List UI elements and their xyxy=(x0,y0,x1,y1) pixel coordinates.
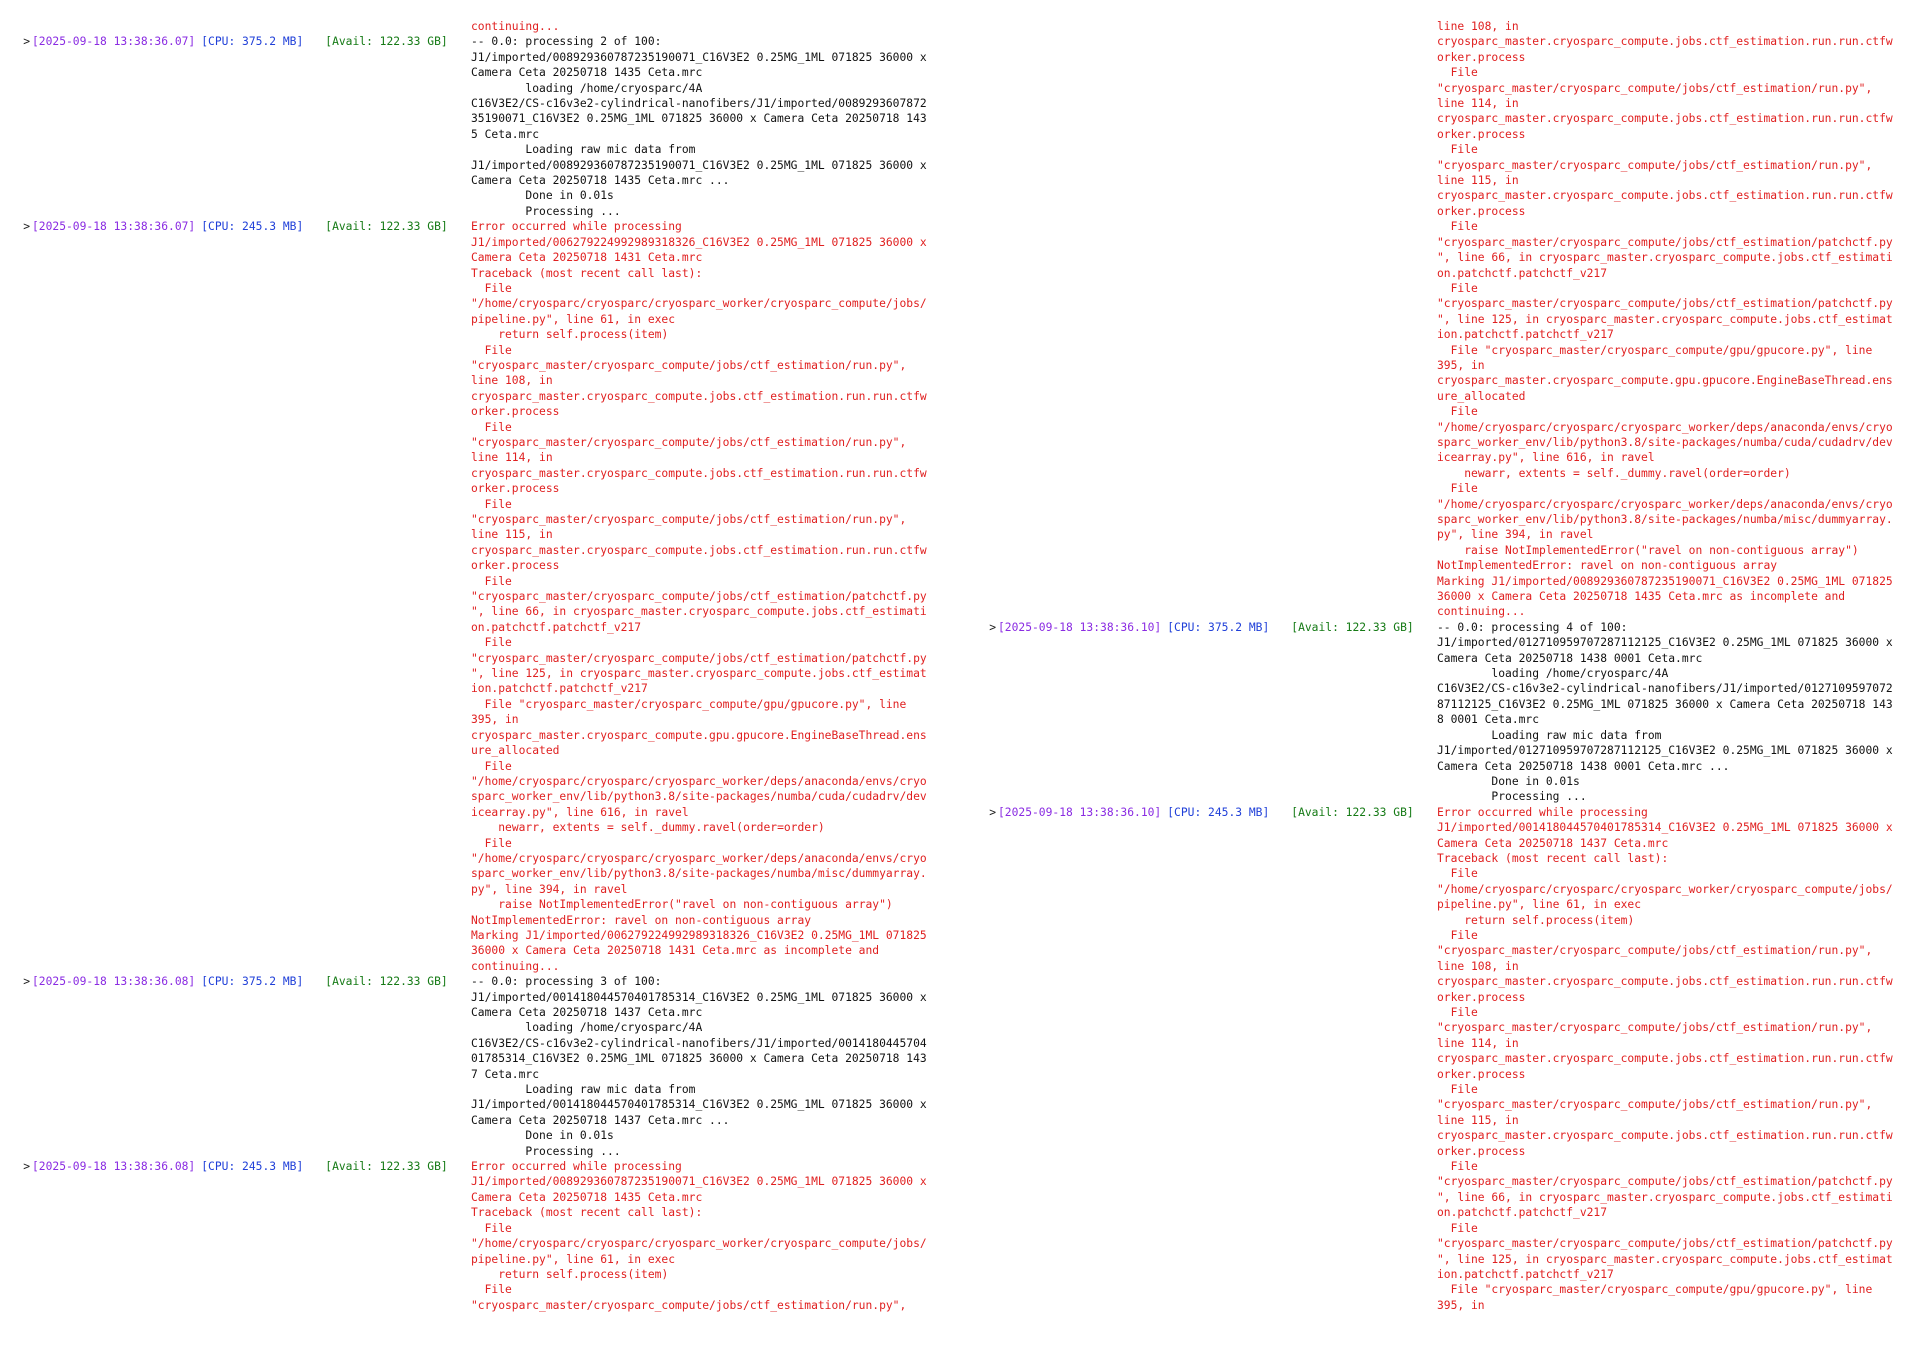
log-timestamp: [2025-09-18 13:38:36.10] xyxy=(998,805,1162,819)
log-entry xyxy=(0,34,940,219)
expand-caret-icon[interactable]: > xyxy=(989,620,996,634)
cpu-memory: [CPU: 245.3 MB] xyxy=(201,1160,304,1174)
log-column-left xyxy=(0,19,940,1313)
expand-caret-icon[interactable]: > xyxy=(989,805,996,819)
log-timestamp: [2025-09-18 13:38:36.07] xyxy=(32,220,196,234)
available-memory: [Avail: 122.33 GB] xyxy=(1291,805,1414,819)
available-memory: [Avail: 122.33 GB] xyxy=(325,35,448,49)
available-memory: [Avail: 122.33 GB] xyxy=(325,220,448,234)
cpu-memory: [CPU: 375.2 MB] xyxy=(201,35,304,49)
log-timestamp: [2025-09-18 13:38:36.10] xyxy=(998,620,1162,634)
cpu-memory: [CPU: 245.3 MB] xyxy=(1167,805,1270,819)
log-timestamp: [2025-09-18 13:38:36.08] xyxy=(32,975,196,989)
available-memory: [Avail: 122.33 GB] xyxy=(325,975,448,989)
log-timestamp: [2025-09-18 13:38:36.07] xyxy=(32,35,196,49)
cpu-memory: [CPU: 245.3 MB] xyxy=(201,220,304,234)
expand-caret-icon[interactable]: > xyxy=(23,975,30,989)
log-entry xyxy=(0,974,940,1159)
log-entry xyxy=(966,620,1920,805)
cpu-memory: [CPU: 375.2 MB] xyxy=(201,975,304,989)
log-entry xyxy=(0,1159,940,1313)
log-message: -- 0.0: processing 4 of 100: J1/imported/012710959707287112125_C16V3E2 0.25MG_1ML 071825 36000 x Camera Ceta 20250718 1438 0001 Ceta.mrc loading /home/cryosparc/4A C16V3E2/CS-c16v3e2-cylindrical-nanofibers/J1/imported/0127109597072 87112125_C16V3E2 0.25MG_1ML 071825 36000 x Camera Ceta 20250718 143 8 0001 Ceta.mrc Loading raw mic data from J1/imported/012710959707287112125_C16V3E2 0.25MG_1ML 071825 36000 x Camera Ceta 20250718 1438 0001 Ceta.mrc ... Done in 0.01s Processing ... xyxy=(1437,620,1893,804)
log-entry xyxy=(0,219,940,974)
expand-caret-icon[interactable]: > xyxy=(23,35,30,49)
log-message: -- 0.0: processing 3 of 100: J1/imported/001418044570401785314_C16V3E2 0.25MG_1ML 071825 36000 x Camera Ceta 20250718 1437 Ceta.mrc loading /home/cryosparc/4A C16V3E2/CS-c16v3e2-cylindrical-nanofibers/J1/imported/0014180445704 01785314_C16V3E2 0.25MG_1ML 071825 36000 x Camera Ceta 20250718 143 7 Ceta.mrc Loading raw mic data from J1/imported/001418044570401785314_C16V3E2 0.25MG_1ML 071825 36000 x Camera Ceta 20250718 1437 Ceta.mrc ... Done in 0.01s Processing ... xyxy=(471,975,927,1158)
expand-caret-icon[interactable]: > xyxy=(23,1160,30,1174)
log-entry-meta xyxy=(966,805,1437,820)
available-memory: [Avail: 122.33 GB] xyxy=(1291,620,1414,634)
log-error-message: Error occurred while processing J1/imported/001418044570401785314_C16V3E2 0.25MG_1ML 071825 36000 x Camera Ceta 20250718 1437 Ceta.mrc Traceback (most recent call last): File "/home/cryosparc/cryosparc/cryosparc_worker/cryosparc_compute/jobs/ pipeline.py", line 61, in exec return self.process(item) File "cryosparc_master/cryosparc_compute/jobs/ctf_estimation/run.py", line 108, in cryosparc_master.cryosparc_compute.jobs.ctf_estimation.run.run.ctfw orker.process File "cryosparc_master/cryosparc_compute/jobs/ctf_estimation/run.py", line 114, in cryosparc_master.cryosparc_compute.jobs.ctf_estimation.run.run.ctfw orker.process File "cryosparc_master/cryosparc_compute/jobs/ctf_estimation/run.py", line 115, in cryosparc_master.cryosparc_compute.jobs.ctf_estimation.run.run.ctfw orker.process File "cryosparc_master/cryosparc_compute/jobs/ctf_estimation/patchctf.py ", line 66, in cryosparc_master.cryosparc_compute.jobs.ctf_estimati on.patchctf.patchctf_v217 File "cryosparc_master/cryosparc_compute/jobs/ctf_estimation/patchctf.py ", line 125, in cryosparc_master.cryosparc_compute.jobs.ctf_estimat ion.patchctf.patchctf_v217 File "cryosparc_master/cryosparc_compute/gpu/gpucore.py", line 395, in xyxy=(1437,805,1893,1312)
log-entry-meta xyxy=(0,34,471,49)
log-entry xyxy=(966,805,1920,1313)
log-error-message: Error occurred while processing J1/imported/006279224992989318326_C16V3E2 0.25MG_1ML 071825 36000 x Camera Ceta 20250718 1431 Ceta.mrc Traceback (most recent call last): File "/home/cryosparc/cryosparc/cryosparc_worker/cryosparc_compute/jobs/ pipeline.py", line 61, in exec return self.process(item) File "cryosparc_master/cryosparc_compute/jobs/ctf_estimation/run.py", line 108, in cryosparc_master.cryosparc_compute.jobs.ctf_estimation.run.run.ctfw orker.process File "cryosparc_master/cryosparc_compute/jobs/ctf_estimation/run.py", line 114, in cryosparc_master.cryosparc_compute.jobs.ctf_estimation.run.run.ctfw orker.process File "cryosparc_master/cryosparc_compute/jobs/ctf_estimation/run.py", line 115, in cryosparc_master.cryosparc_compute.jobs.ctf_estimation.run.run.ctfw orker.process File "cryosparc_master/cryosparc_compute/jobs/ctf_estimation/patchctf.py ", line 66, in cryosparc_master.cryosparc_compute.jobs.ctf_estimati on.patchctf.patchctf_v217 File "cryosparc_master/cryosparc_compute/jobs/ctf_estimation/patchctf.py ", line 125, in cryosparc_master.cryosparc_compute.jobs.ctf_estimat ion.patchctf.patchctf_v217 File "cryosparc_master/cryosparc_compute/gpu/gpucore.py", line 395, in cryosparc_master.cryosparc_compute.gpu.gpucore.EngineBaseThread.ens ure_allocated File "/home/cryosparc/cryosparc/cryosparc_worker/deps/anaconda/envs/cryo sparc_worker_env/lib/python3.8/site-packages/numba/cuda/cudadrv/dev icearray.py", line 616, in ravel newarr, extents = self._dummy.ravel(order=order) File "/home/cryosparc/cryosparc/cryosparc_worker/deps/anaconda/envs/cryo sparc_worker_env/lib/python3.8/site-packages/numba/misc/dummyarray. py", line 394, in ravel raise NotImplementedError("ravel on non-contiguous array") NotImplementedError: ravel on non-contiguous array Marking J1/imported/006279224992989318326_C16V3E2 0.25MG_1ML 071825 36000 x Camera Ceta 20250718 1431 Ceta.mrc as incomplete and continuing... xyxy=(471,220,927,973)
log-entry-meta xyxy=(0,1159,471,1174)
log-entry-meta xyxy=(966,620,1437,635)
log-error-message: Error occurred while processing J1/imported/008929360787235190071_C16V3E2 0.25MG_1ML 071825 36000 x Camera Ceta 20250718 1435 Ceta.mrc Traceback (most recent call last): File "/home/cryosparc/cryosparc/cryosparc_worker/cryosparc_compute/jobs/ pipeline.py", line 61, in exec return self.process(item) File "cryosparc_master/cryosparc_compute/jobs/ctf_estimation/run.py", xyxy=(471,1160,927,1312)
log-entry xyxy=(0,19,940,34)
available-memory: [Avail: 122.33 GB] xyxy=(325,1160,448,1174)
log-entry-meta xyxy=(0,219,471,234)
cpu-memory: [CPU: 375.2 MB] xyxy=(1167,620,1270,634)
log-entry-meta xyxy=(0,974,471,989)
log-error-message: line 108, in cryosparc_master.cryosparc_compute.jobs.ctf_estimation.run.run.ctfw orker.process File "cryosparc_master/cryosparc_compute/jobs/ctf_estimation/run.py", line 114, in cryosparc_master.cryosparc_compute.jobs.ctf_estimation.run.run.ctfw orker.process File "cryosparc_master/cryosparc_compute/jobs/ctf_estimation/run.py", line 115, in cryosparc_master.cryosparc_compute.jobs.ctf_estimation.run.run.ctfw orker.process File "cryosparc_master/cryosparc_compute/jobs/ctf_estimation/patchctf.py ", line 66, in cryosparc_master.cryosparc_compute.jobs.ctf_estimati on.patchctf.patchctf_v217 File "cryosparc_master/cryosparc_compute/jobs/ctf_estimation/patchctf.py ", line 125, in cryosparc_master.cryosparc_compute.jobs.ctf_estimat ion.patchctf.patchctf_v217 File "cryosparc_master/cryosparc_compute/gpu/gpucore.py", line 395, in cryosparc_master.cryosparc_compute.gpu.gpucore.EngineBaseThread.ens ure_allocated File "/home/cryosparc/cryosparc/cryosparc_worker/deps/anaconda/envs/cryo sparc_worker_env/lib/python3.8/site-packages/numba/cuda/cudadrv/dev icearray.py", line 616, in ravel newarr, extents = self._dummy.ravel(order=order) File "/home/cryosparc/cryosparc/cryosparc_worker/deps/anaconda/envs/cryo sparc_worker_env/lib/python3.8/site-packages/numba/misc/dummyarray. py", line 394, in ravel raise NotImplementedError("ravel on non-contiguous array") NotImplementedError: ravel on non-contiguous array Marking J1/imported/008929360787235190071_C16V3E2 0.25MG_1ML 071825 36000 x Camera Ceta 20250718 1435 Ceta.mrc as incomplete and continuing... xyxy=(1437,20,1893,619)
log-timestamp: [2025-09-18 13:38:36.08] xyxy=(32,1160,196,1174)
log-column-right xyxy=(966,19,1920,1313)
log-error-message: continuing... xyxy=(471,20,560,33)
log-entry xyxy=(966,19,1920,620)
expand-caret-icon[interactable]: > xyxy=(23,220,30,234)
log-message: -- 0.0: processing 2 of 100: J1/imported/008929360787235190071_C16V3E2 0.25MG_1ML 071825 36000 x Camera Ceta 20250718 1435 Ceta.mrc loading /home/cryosparc/4A C16V3E2/CS-c16v3e2-cylindrical-nanofibers/J1/imported/0089293607872 35190071_C16V3E2 0.25MG_1ML 071825 36000 x Camera Ceta 20250718 143 5 Ceta.mrc Loading raw mic data from J1/imported/008929360787235190071_C16V3E2 0.25MG_1ML 071825 36000 x Camera Ceta 20250718 1435 Ceta.mrc ... Done in 0.01s Processing ... xyxy=(471,35,927,218)
